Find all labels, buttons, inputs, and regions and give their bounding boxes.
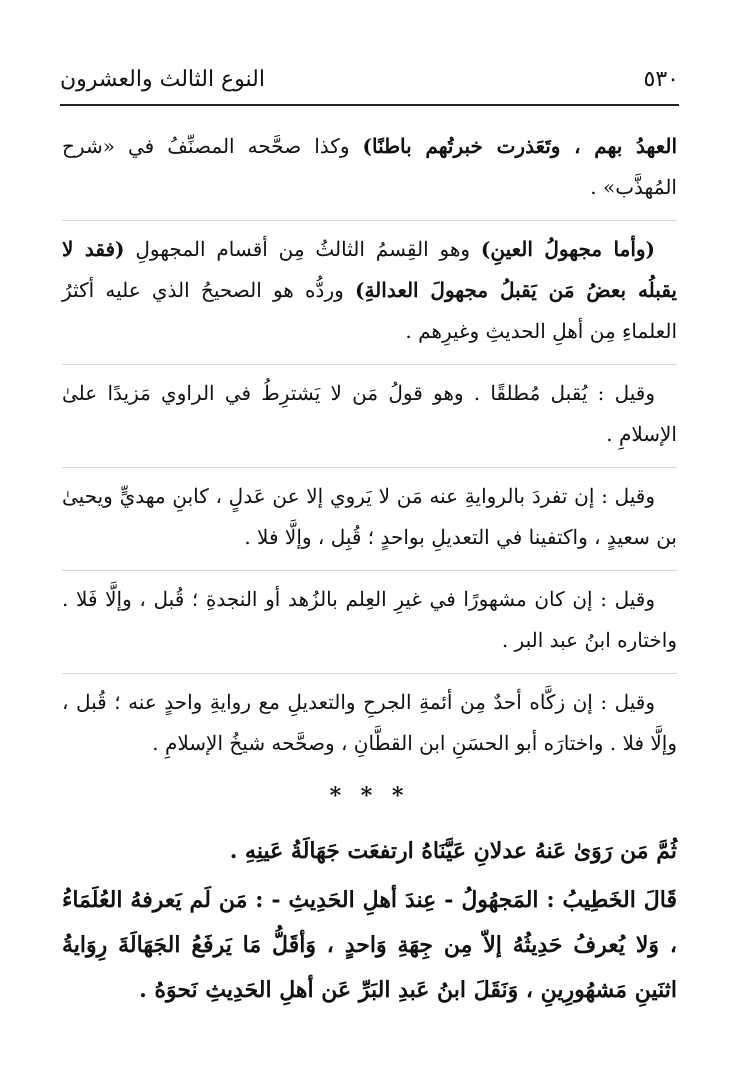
paragraph bbox=[62, 220, 677, 352]
main-text bbox=[62, 126, 677, 1017]
paragraph bbox=[62, 126, 677, 208]
text-segment: وقيل : إن زكَّاه أحدٌ مِن أئمةِ الجرحِ والتعديلِ مع روايةِ واحدٍ عنه ؛ قُبل ، وإلَّا فلا . واختارَه أبو الحسَنِ ابن القطَّانِ ، وصحَّحه شيخُ الإسلامِ . bbox=[62, 690, 677, 755]
quoted-text bbox=[62, 829, 677, 1013]
text-segment: وقيل : إن تفردَ بالروايةِ عنه مَن لا يَروي إلا عن عَدلٍ ، كابنِ مهديٍّ ويحيىٰ بن سعيدٍ ، واكتفينا في التعديلِ بواحدٍ ؛ قُبِل ، وإلَّا فلا . bbox=[62, 484, 677, 549]
bold-segment: (وأما مجهولُ العينِ) bbox=[480, 237, 655, 261]
text-segment: وكذا صحَّحه المصنِّفُ في «شرح المُهذَّب» . bbox=[62, 134, 677, 199]
quote-line: ثُمَّ مَن رَوَىٰ عَنهُ عدلانِ عَيَّنَاهُ ارتفعَت جَهَالَةُ عَينِهِ . bbox=[229, 838, 677, 864]
page-header bbox=[60, 64, 679, 106]
quote-line: قَالَ الخَطِيبُ : المَجهُولُ - عِندَ أهلِ الحَدِيثِ - : مَن لَم يَعرفهُ العُلَمَاءُ ، وَلا يُعرفُ حَدِيثُهُ إلاّ مِن جِهَةِ وَاحدٍ ، وَأقَلُّ مَا يَرفَعُ الجَهَالَةَ رِوَايةُ اثنَينِ مَشهُورِينِ ، وَنَقَلَ ابنُ عَبدِ البَرِّ عَن أهلِ الحَدِيثِ نَحوَهُ . bbox=[62, 887, 677, 1003]
page-number: ٥٣٠ bbox=[643, 67, 679, 92]
section-separator: * * * bbox=[329, 783, 410, 809]
paragraph bbox=[62, 467, 677, 558]
bold-segment: العهدُ بهم ، وتَعَذرت خبرتُهم باطنًا) bbox=[362, 134, 678, 158]
chapter-title: النوع الثالث والعشرون bbox=[60, 67, 265, 92]
paragraph bbox=[62, 673, 677, 764]
paragraph bbox=[62, 570, 677, 661]
text-segment: وهو القِسمُ الثالثُ مِن أقسام المجهولِ bbox=[124, 237, 481, 261]
text-segment: وقيل : إن كان مشهورًا في غيرِ العِلم بالزُهد أو النجدةِ ؛ قُبل ، وإلَّا فَلا . واختاره ابنُ عبد البر . bbox=[62, 587, 677, 652]
text-segment: وردُّه هو الصحيحُ الذي عليه أكثرُ العلماءِ مِن أهلِ الحديثِ وغيرِهم . bbox=[62, 278, 677, 343]
bold-segment: (فقد لا يقبلُه بعضُ مَن يَقبلُ مجهولَ العدالةِ) bbox=[62, 237, 678, 302]
text-segment: وقيل : يُقبل مُطلقًا . وهو قولُ مَن لا يَشترِطُ في الراوي مَزيدًا علىٰ الإسلامِ . bbox=[62, 381, 677, 446]
paragraph bbox=[62, 364, 677, 455]
